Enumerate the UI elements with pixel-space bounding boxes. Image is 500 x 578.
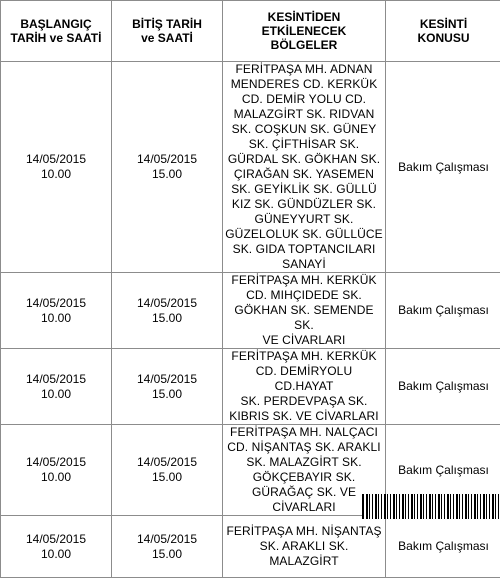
header-start-datetime: BAŞLANGIÇ TARİH ve SAATİ [1, 1, 112, 62]
regions-cell: FERİTPAŞA MH. NALÇACI CD. NİŞANTAŞ SK. ARAKLI SK. MALAZGİRT SK. GÖKÇEBAYIR SK. GÜRAĞAÇ SK. VE CİVARLARI [223, 425, 386, 516]
table-row [1, 516, 500, 578]
start-datetime-cell: 14/05/2015 10.00 [1, 425, 112, 516]
start-datetime-cell: 14/05/2015 10.00 [1, 62, 112, 273]
table-header [1, 1, 500, 62]
subject-cell: Bakım Çalışması [386, 349, 500, 425]
header-outage-subject: KESİNTİ KONUSU [386, 1, 500, 62]
header-affected-regions: KESİNTİDEN ETKİLENECEK BÖLGELER [223, 1, 386, 62]
header-row [1, 1, 500, 62]
header-end-datetime: BİTİŞ TARİH ve SAATİ [112, 1, 223, 62]
regions-cell: FERİTPAŞA MH. NİŞANTAŞ SK. ARAKLI SK. MALAZGİRT [223, 516, 386, 578]
end-datetime-cell: 14/05/2015 15.00 [112, 425, 223, 516]
barcode-icon [362, 494, 500, 519]
end-datetime-cell: 14/05/2015 15.00 [112, 273, 223, 349]
table-row [1, 273, 500, 349]
subject-cell: Bakım Çalışması [386, 516, 500, 578]
end-datetime-cell: 14/05/2015 15.00 [112, 516, 223, 578]
start-datetime-cell: 14/05/2015 10.00 [1, 349, 112, 425]
regions-cell: FERİTPAŞA MH. KERKÜK CD. DEMİRYOLU CD.HAYAT SK. PERDEVPAŞA SK. KIBRIS SK. VE CİVARLARI [223, 349, 386, 425]
subject-cell: Bakım Çalışması [386, 273, 500, 349]
regions-cell: FERİTPAŞA MH. KERKÜK CD. MIHÇIDEDE SK. GÖKHAN SK. SEMENDE SK. VE CİVARLARI [223, 273, 386, 349]
end-datetime-cell: 14/05/2015 15.00 [112, 349, 223, 425]
start-datetime-cell: 14/05/2015 10.00 [1, 516, 112, 578]
subject-cell: Bakım Çalışması [386, 62, 500, 273]
table-row [1, 62, 500, 273]
start-datetime-cell: 14/05/2015 10.00 [1, 273, 112, 349]
regions-cell: FERİTPAŞA MH. ADNAN MENDERES CD. KERKÜK CD. DEMİR YOLU CD. MALAZGİRT SK. RIDVAN SK. COŞKUN SK. GÜNEY SK. ÇİFTHİSAR SK. GÜRDAL SK. GÖKHAN SK. ÇIRAĞAN SK. YASEMEN SK. GEYİKLİK SK. GÜLLÜ KIZ SK. GÜNDÜZLER SK. GÜNEYYURT SK. GÜZELOLUK SK. GÜLLÜCE SK. GIDA TOPTANCILARI SANAYİ [223, 62, 386, 273]
table-row [1, 349, 500, 425]
subject-cell: Bakım Çalışması [386, 425, 500, 516]
end-datetime-cell: 14/05/2015 15.00 [112, 62, 223, 273]
